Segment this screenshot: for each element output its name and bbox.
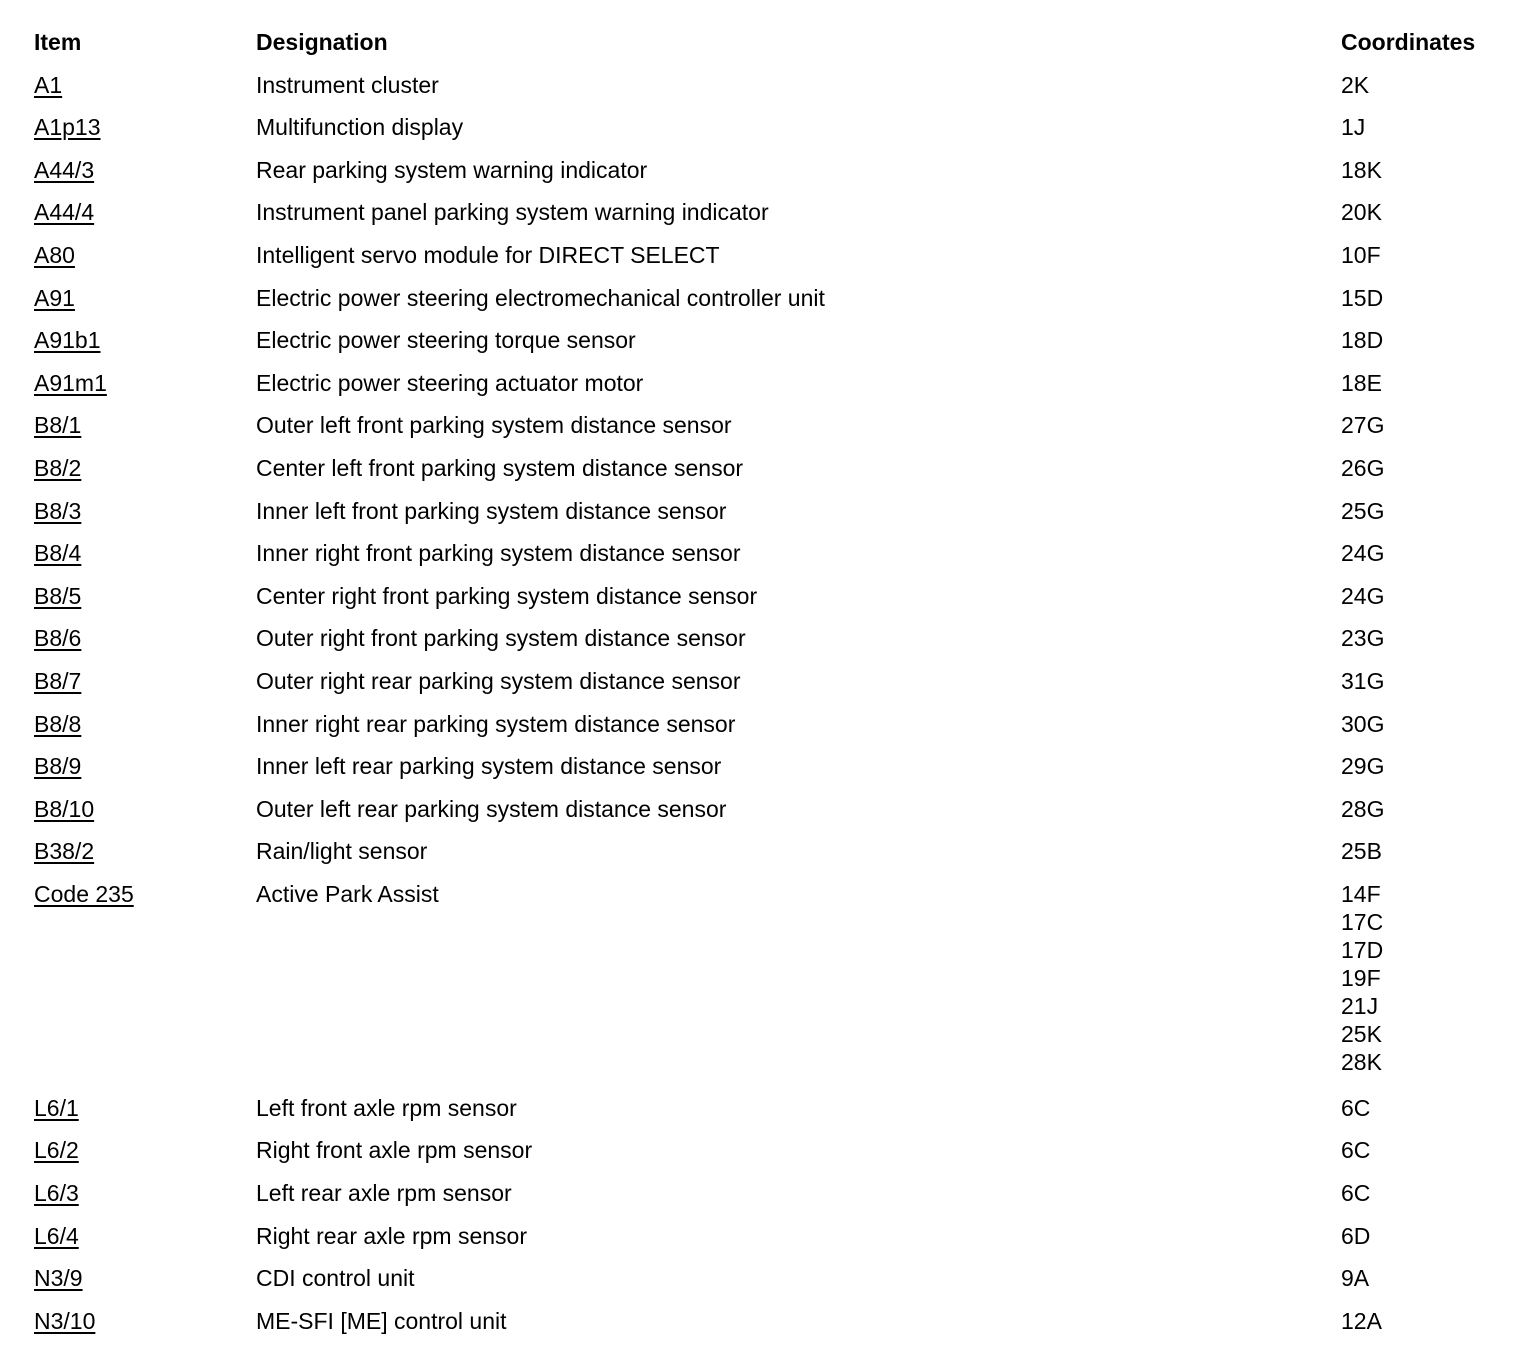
coordinates-cell	[1341, 874, 1531, 1088]
designation-cell: Multifunction display	[256, 114, 464, 141]
item-cell	[26, 1216, 256, 1259]
item-cell	[26, 1130, 256, 1173]
item-cell	[26, 874, 256, 1088]
coordinates-cell: 25G	[1341, 497, 1385, 524]
designation-cell: Inner right rear parking system distance sensor	[256, 710, 736, 737]
item-link[interactable]: B8/7	[34, 667, 82, 694]
coordinates-cell: 15D	[1341, 284, 1384, 311]
coordinates-cell: 30G	[1341, 710, 1385, 737]
table-body	[26, 65, 1531, 1344]
table-row	[26, 1088, 1531, 1131]
coordinates-cell: 2K	[1341, 71, 1370, 98]
item-cell	[26, 65, 256, 108]
item-cell	[26, 235, 256, 278]
item-link[interactable]: N3/10	[34, 1307, 96, 1334]
table-row	[26, 661, 1531, 704]
item-cell	[26, 150, 256, 193]
coordinate-value: 17D	[1341, 936, 1384, 963]
table-row	[26, 65, 1531, 108]
coordinate-value: 21J	[1341, 992, 1379, 1019]
table-row	[26, 704, 1531, 747]
table-header-row	[26, 22, 1531, 65]
designation-cell: Instrument cluster	[256, 71, 439, 98]
item-link[interactable]: B8/8	[34, 710, 82, 737]
table-row	[26, 1258, 1531, 1301]
table-row	[26, 235, 1531, 278]
designation-cell: Intelligent servo module for DIRECT SELECT	[256, 241, 720, 268]
item-link[interactable]: Code 235	[34, 880, 134, 907]
table-row	[26, 1216, 1531, 1259]
table-row	[26, 1173, 1531, 1216]
table-row	[26, 576, 1531, 619]
coordinates-cell: 18K	[1341, 156, 1382, 183]
designation-cell: Right rear axle rpm sensor	[256, 1222, 527, 1249]
coordinate-value: 28K	[1341, 1048, 1382, 1075]
table-row	[26, 789, 1531, 832]
item-cell	[26, 831, 256, 874]
item-link[interactable]: B8/1	[34, 412, 82, 439]
coordinates-cell: 24G	[1341, 582, 1385, 609]
designation-cell: Active Park Assist	[256, 880, 439, 907]
table-row	[26, 107, 1531, 150]
item-cell	[26, 661, 256, 704]
coordinates-cell: 25B	[1341, 838, 1382, 865]
designation-cell: Outer left rear parking system distance sensor	[256, 795, 727, 822]
table-row	[26, 405, 1531, 448]
item-link[interactable]: A91m1	[34, 369, 107, 396]
designation-cell: Electric power steering electromechanical controller unit	[256, 284, 825, 311]
designation-cell: Inner left front parking system distance sensor	[256, 497, 727, 524]
designation-cell: Outer left front parking system distance sensor	[256, 412, 732, 439]
item-link[interactable]: A1p13	[34, 114, 101, 141]
designation-cell: ME-SFI [ME] control unit	[256, 1307, 507, 1334]
designation-cell: Center right front parking system distance sensor	[256, 582, 758, 609]
coordinates-cell: 18E	[1341, 369, 1382, 396]
item-link[interactable]: A44/4	[34, 199, 95, 226]
table-row	[26, 831, 1531, 874]
designation-cell: Left rear axle rpm sensor	[256, 1180, 512, 1207]
component-legend-table	[26, 22, 1531, 1343]
table-row	[26, 278, 1531, 321]
coordinates-cell: 6C	[1341, 1137, 1371, 1164]
item-link[interactable]: B8/4	[34, 540, 82, 567]
item-link[interactable]: B8/3	[34, 497, 82, 524]
table-row	[26, 746, 1531, 789]
item-link[interactable]: B8/6	[34, 625, 82, 652]
item-cell	[26, 1173, 256, 1216]
item-cell	[26, 363, 256, 406]
item-cell	[26, 405, 256, 448]
coordinates-cell: 6C	[1341, 1180, 1371, 1207]
designation-cell: Rear parking system warning indicator	[256, 156, 648, 183]
table-row	[26, 448, 1531, 491]
item-cell	[26, 746, 256, 789]
item-cell	[26, 278, 256, 321]
coordinates-cell: 28G	[1341, 795, 1385, 822]
table-row	[26, 491, 1531, 534]
header-designation: Designation	[256, 29, 388, 55]
table-row	[26, 320, 1531, 363]
item-cell	[26, 533, 256, 576]
coordinates-cell: 24G	[1341, 540, 1385, 567]
designation-cell: Rain/light sensor	[256, 838, 428, 865]
item-link[interactable]: B8/5	[34, 582, 82, 609]
item-cell	[26, 576, 256, 619]
item-link[interactable]: A44/3	[34, 156, 95, 183]
coordinate-value: 19F	[1341, 964, 1381, 991]
coordinates-cell: 6C	[1341, 1094, 1371, 1121]
coordinates-cell: 31G	[1341, 667, 1385, 694]
designation-cell: Outer right rear parking system distance sensor	[256, 667, 741, 694]
item-link[interactable]: B8/9	[34, 753, 82, 780]
item-link[interactable]: B8/2	[34, 454, 82, 481]
item-link[interactable]: L6/1	[34, 1094, 79, 1121]
coordinates-cell: 20K	[1341, 199, 1382, 226]
coordinates-cell: 6D	[1341, 1222, 1371, 1249]
header-coordinates: Coordinates	[1341, 29, 1476, 55]
item-cell	[26, 1301, 256, 1344]
item-link[interactable]: B38/2	[34, 838, 95, 865]
item-link[interactable]: A80	[34, 241, 75, 268]
coordinate-value: 17C	[1341, 908, 1384, 935]
coordinates-cell: 23G	[1341, 625, 1385, 652]
item-link[interactable]: A91b1	[34, 327, 101, 354]
table-row	[26, 1130, 1531, 1173]
designation-cell: Inner right front parking system distance sensor	[256, 540, 741, 567]
table-row	[26, 874, 1531, 1088]
item-link[interactable]: B8/10	[34, 795, 95, 822]
item-cell	[26, 192, 256, 235]
designation-cell: Electric power steering actuator motor	[256, 369, 644, 396]
coordinates-cell: 29G	[1341, 753, 1385, 780]
coordinates-cell: 9A	[1341, 1265, 1370, 1292]
item-link[interactable]: N3/9	[34, 1265, 83, 1292]
item-cell	[26, 1258, 256, 1301]
item-cell	[26, 618, 256, 661]
designation-cell: Electric power steering torque sensor	[256, 327, 636, 354]
table-row	[26, 618, 1531, 661]
item-cell	[26, 448, 256, 491]
item-link[interactable]: A1	[34, 71, 63, 98]
designation-cell: Inner left rear parking system distance sensor	[256, 753, 722, 780]
designation-cell: Outer right front parking system distance sensor	[256, 625, 746, 652]
item-cell	[26, 491, 256, 534]
header-item: Item	[34, 29, 82, 55]
table-row	[26, 192, 1531, 235]
coordinates-cell: 18D	[1341, 327, 1384, 354]
coordinates-cell: 27G	[1341, 412, 1385, 439]
designation-cell: Instrument panel parking system warning indicator	[256, 199, 769, 226]
designation-cell: CDI control unit	[256, 1265, 415, 1292]
designation-cell: Left front axle rpm sensor	[256, 1094, 517, 1121]
item-link[interactable]: L6/3	[34, 1180, 79, 1207]
item-cell	[26, 320, 256, 363]
item-link[interactable]: L6/2	[34, 1137, 79, 1164]
item-cell	[26, 107, 256, 150]
coordinate-value: 14F	[1341, 880, 1381, 907]
item-cell	[26, 789, 256, 832]
coordinates-cell: 12A	[1341, 1307, 1382, 1334]
table-row	[26, 150, 1531, 193]
coordinates-cell: 1J	[1341, 114, 1366, 141]
coordinate-value: 25K	[1341, 1020, 1382, 1047]
table-row	[26, 1301, 1531, 1344]
designation-cell: Right front axle rpm sensor	[256, 1137, 533, 1164]
item-cell	[26, 1088, 256, 1131]
coordinates-cell: 10F	[1341, 241, 1381, 268]
table-row	[26, 363, 1531, 406]
item-link[interactable]: A91	[34, 284, 75, 311]
designation-cell: Center left front parking system distance sensor	[256, 454, 744, 481]
item-link[interactable]: L6/4	[34, 1222, 79, 1249]
coordinates-cell: 26G	[1341, 454, 1385, 481]
item-cell	[26, 704, 256, 747]
table-row	[26, 533, 1531, 576]
